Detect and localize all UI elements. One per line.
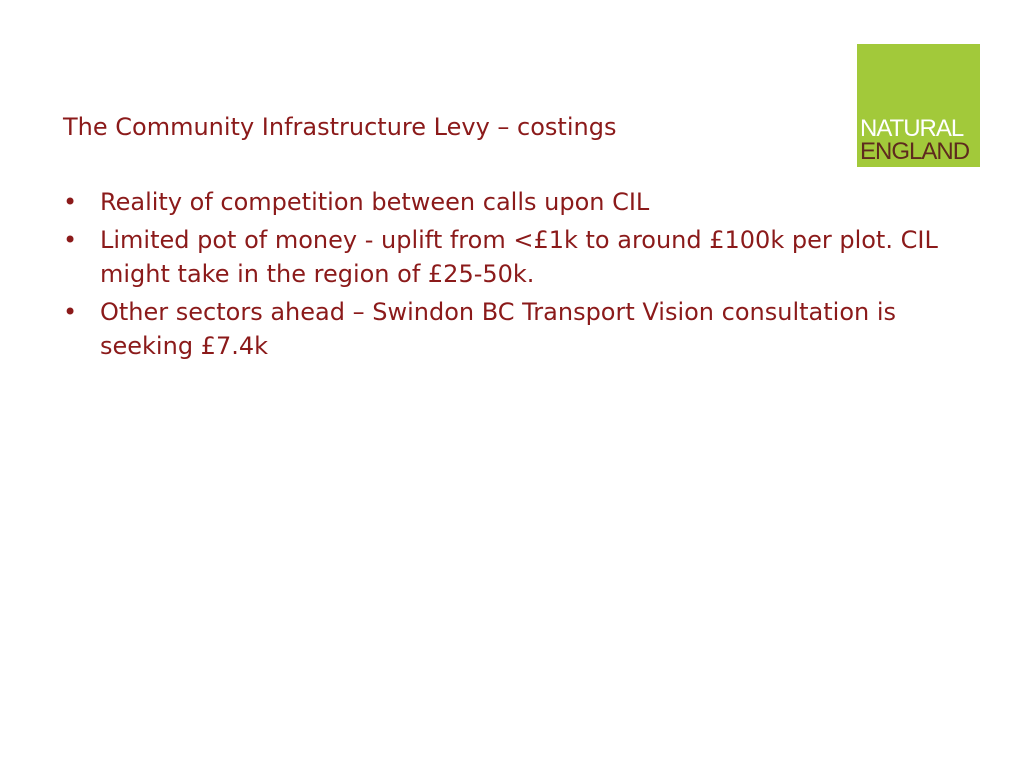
- bullet-item: [63, 185, 963, 219]
- bullet-item: [63, 295, 963, 363]
- bullet-marker: •: [63, 188, 78, 216]
- natural-england-logo: [857, 44, 980, 167]
- bullet-text: Limited pot of money - uplift from <£1k to around £100k per plot. CIL might take in the region of £25-50k.: [100, 226, 938, 288]
- bullet-item: [63, 223, 963, 291]
- logo-line-natural: NATURAL: [860, 115, 964, 142]
- bullet-text: Reality of competition between calls upon CIL: [100, 188, 650, 216]
- logo-line-england: ENGLAND: [860, 138, 970, 165]
- bullet-list: [63, 185, 963, 367]
- slide-title: The Community Infrastructure Levy – costings: [63, 113, 617, 141]
- bullet-marker: •: [63, 298, 78, 326]
- bullet-text: Other sectors ahead – Swindon BC Transport Vision consultation is seeking £7.4k: [100, 298, 897, 360]
- bullet-marker: •: [63, 226, 78, 254]
